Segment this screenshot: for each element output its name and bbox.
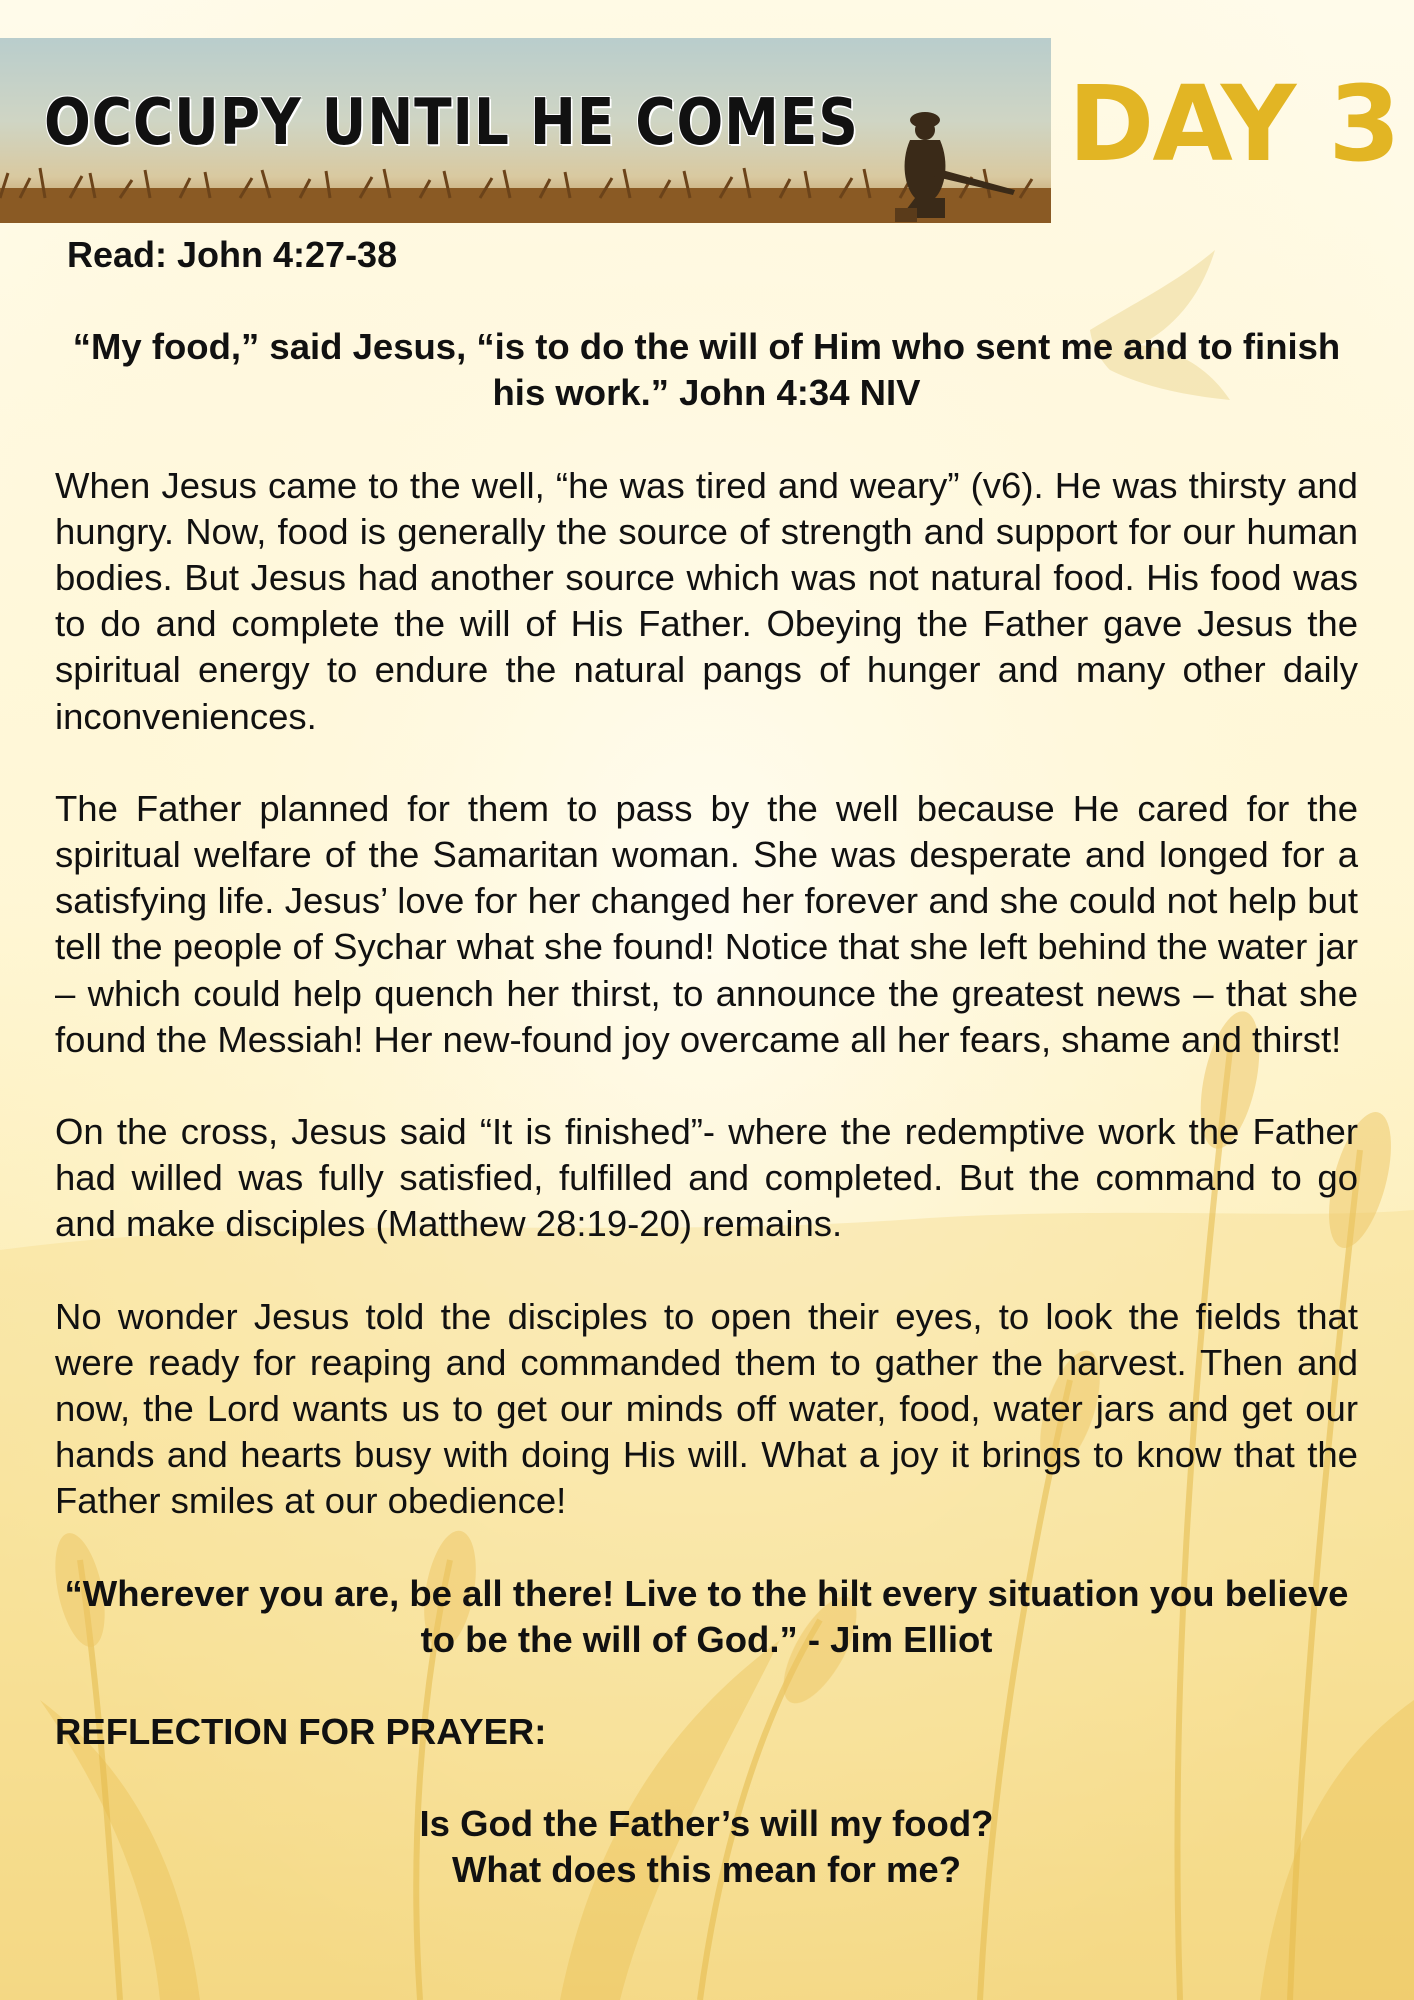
paragraph-2: The Father planned for them to pass by the well because He cared for the spiritual welfare of the Samaritan woman. She was desperate and longed for a satisfying life. Jesus’ love for her changed her forever and she could not help but tell the people of Sychar what she found! Notice that she left behind the water jar – which could help quench her thirst, to announce the greatest news – that she found the Messiah! Her new-found joy overcame all her fears, shame and thirst! — [55, 787, 1358, 1060]
paragraph-3: On the cross, Jesus said “It is finished”- where the redemptive work the Father had willed was fully satisfied, fulfilled and completed. But the command to go and make disciples (Matthew 28:19-20) remains. — [55, 1111, 1358, 1245]
jim-elliot-quote: “Wherever you are, be all there! Live to the hilt every situation you believe to be the will of God.” - Jim Elliot — [64, 1572, 1349, 1660]
reflection-question-2: What does this mean for me? — [451, 1849, 962, 1891]
devotional-body — [55, 232, 1358, 1894]
reflection-questions — [55, 1801, 1358, 1893]
title-banner — [0, 38, 1051, 223]
key-verse: “My food,” said Jesus, “is to do the will of Him who sent me and to finish his work.” John 4:34 NIV — [72, 326, 1341, 414]
paragraph-4: No wonder Jesus told the disciples to open their eyes, to look the fields that were ready for reaping and commanded them to gather the harvest. Then and now, the Lord wants us to get our minds off water, food, water jars and get our hands and hearts busy with doing His will. What a joy it brings to know that the Father smiles at our obedience! — [55, 1295, 1358, 1522]
reading-reference: Read: John 4:27-38 — [67, 234, 398, 275]
reflection-question-1: Is God the Father’s will my food? — [419, 1803, 994, 1845]
reflection-heading: REFLECTION FOR PRAYER: — [55, 1711, 547, 1753]
banner-title: OCCUPY UNTIL HE COMES — [44, 86, 859, 160]
paragraph-1: When Jesus came to the well, “he was tired and weary” (v6). He was thirsty and hungry. Now, food is generally the source of strength and support for our human bodies. But Jesus had another source which was not natural food. His food was to do and complete the will of His Father. Obeying the Father gave Jesus the spiritual energy to endure the natural pangs of hunger and many other daily inconveniences. — [55, 464, 1358, 737]
day-label: DAY 3 — [1068, 63, 1399, 185]
